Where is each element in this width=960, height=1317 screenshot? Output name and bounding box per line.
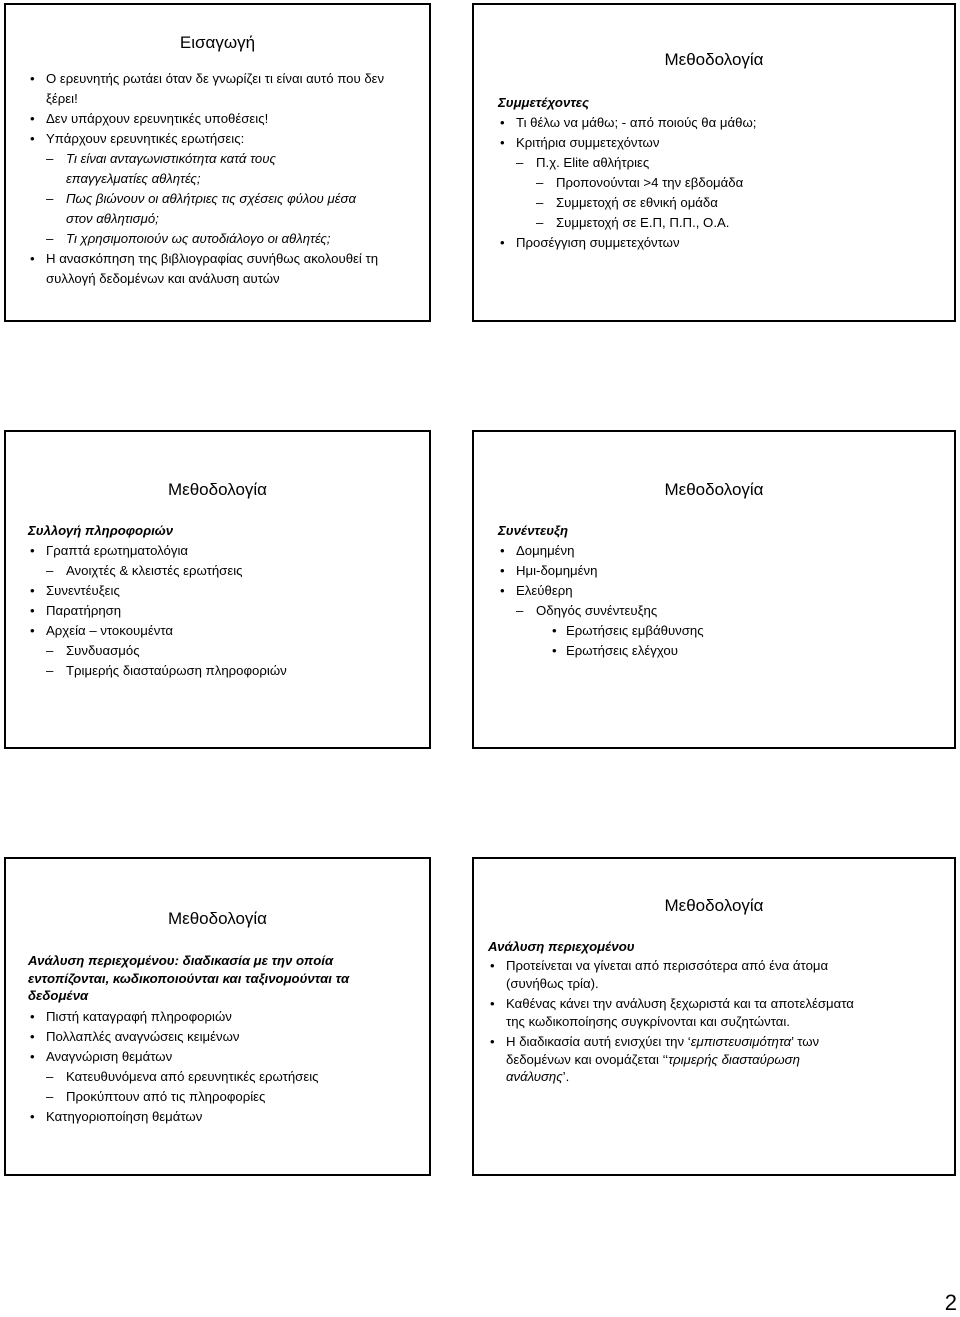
bullet-item: • Υπάρχουν ερευνητικές ερωτήσεις: — [28, 129, 418, 149]
bullet-item: • Δομημένη — [498, 541, 938, 561]
slide-title: Μεθοδολογία — [664, 896, 764, 915]
slide-data-collection — [4, 430, 431, 749]
sub-sub-item: – Συμμετοχή σε εθνική ομάδα — [498, 193, 938, 213]
bullet-item: • Αναγνώριση θεμάτων — [28, 1047, 413, 1067]
text-segment: Η διαδικασία αυτή ενισχύει την ‘ — [506, 1034, 691, 1049]
bullet-item: • Προτείνεται να γίνεται από περισσότερα από ένα άτομα (συνήθως τρία). — [488, 957, 863, 992]
sub-item: – Προκύπτουν από τις πληροφορίες — [28, 1087, 413, 1107]
sub-item: – Οδηγός συνέντευξης — [498, 601, 938, 621]
bullet-item: • Αρχεία – ντοκουμέντα — [28, 621, 423, 641]
bullet-item: • Ημι-δομημένη — [498, 561, 938, 581]
text-segment: ’ των δεδομένων και ονομάζεται ‘‘ — [506, 1034, 820, 1067]
section-heading: Ανάλυση περιεχομένου — [488, 939, 635, 954]
slide-title: Μεθοδολογία — [664, 50, 764, 69]
slide-body — [28, 521, 423, 681]
slide-interview — [472, 430, 956, 749]
bullet-item: • Ο ερευνητής ρωτάει όταν δε γνωρίζει τι είναι αυτό που δεν ξέρει! — [28, 69, 418, 109]
slide-content-analysis — [4, 857, 431, 1176]
section-heading: Συνέντευξη — [498, 523, 569, 538]
slide-body — [28, 952, 413, 1127]
sub-item: – Τι χρησιμοποιούν ως αυτοδιάλογο οι αθλητές; — [28, 229, 418, 249]
sub-sub-item: • Ερωτήσεις ελέγχου — [498, 641, 938, 661]
sub-sub-item: • Ερωτήσεις εμβάθυνσης — [498, 621, 938, 641]
bullet-item: • Δεν υπάρχουν ερευνητικές υποθέσεις! — [28, 109, 418, 129]
slide-participants — [472, 3, 956, 322]
emphasis-term: τριμερής διασταύρωση ανάλυσης — [506, 1051, 800, 1084]
bullet-item: • Ελεύθερη — [498, 581, 938, 601]
bullet-item — [488, 1033, 863, 1086]
bullet-item: • Η ανασκόπηση της βιβλιογραφίας συνήθως ακολουθεί τη συλλογή δεδομένων και ανάλυση αυτών — [28, 249, 418, 289]
sub-item: – Πως βιώνουν οι αθλήτριες τις σχέσεις φύλου μέσα στον αθλητισμό; — [28, 189, 366, 229]
slide-introduction — [4, 3, 431, 322]
sub-item: – Τι είναι ανταγωνιστικότητα κατά τους επαγγελματίες αθλητές; — [28, 149, 281, 189]
sub-item: – Τριμερής διασταύρωση πληροφοριών — [28, 661, 423, 681]
bullet-item: • Πιστή καταγραφή πληροφοριών — [28, 1007, 413, 1027]
section-heading: Ανάλυση περιεχομένου: διαδικασία με την οποία εντοπίζονται, κωδικοποιούνται και ταξινομούνται τα δεδομένα — [28, 953, 350, 1003]
bullet-item: • Κατηγοριοποίηση θεμάτων — [28, 1107, 413, 1127]
slide-content-analysis-process — [472, 857, 956, 1176]
section-heading: Συλλογή πληροφοριών — [28, 523, 174, 538]
text-segment: ’. — [562, 1069, 570, 1084]
slide-body — [498, 93, 938, 253]
bullet-item: • Συνεντέυξεις — [28, 581, 423, 601]
bullet-item: • Παρατήρηση — [28, 601, 423, 621]
section-heading: Συμμετέχοντες — [498, 95, 590, 110]
bullet-item: • Πολλαπλές αναγνώσεις κειμένων — [28, 1027, 413, 1047]
bullet-item: • Προσέγγιση συμμετεχόντων — [498, 233, 938, 253]
slide-title: Μεθοδολογία — [664, 480, 764, 499]
page-number: 2 — [944, 1290, 957, 1315]
slide-title: Μεθοδολογία — [167, 480, 268, 499]
slide-body — [488, 937, 863, 1086]
bullet-item: • Κριτήρια συμμετεχόντων — [498, 133, 938, 153]
sub-item: – Κατευθυνόμενα από ερευνητικές ερωτήσεις — [28, 1067, 413, 1087]
sub-sub-item: – Προπονούνται >4 την εβδομάδα — [498, 173, 938, 193]
sub-item: – Συνδυασμός — [28, 641, 423, 661]
bullet-item: • Γραπτά ερωτηματολόγια — [28, 541, 423, 561]
slide-title: Μεθοδολογία — [167, 909, 268, 928]
slide-body — [28, 69, 418, 289]
bullet-item: • Καθένας κάνει την ανάλυση ξεχωριστά και τα αποτελέσματα της κωδικοποίησης συγκρίνονται και συζητώνται. — [488, 995, 863, 1030]
slide-title: Εισαγωγή — [179, 33, 256, 52]
sub-sub-item: – Συμμετοχή σε Ε.Π, Π.Π., Ο.Α. — [498, 213, 938, 233]
emphasis-term: εμπιστευσιμότητα — [690, 1034, 792, 1049]
sub-item: – Ανοιχτές & κλειστές ερωτήσεις — [28, 561, 423, 581]
bullet-item: • Τι θέλω να μάθω; - από ποιούς θα μάθω; — [498, 113, 938, 133]
slide-body — [498, 521, 938, 661]
sub-item: – Π.χ. Elite αθλήτριες — [498, 153, 938, 173]
